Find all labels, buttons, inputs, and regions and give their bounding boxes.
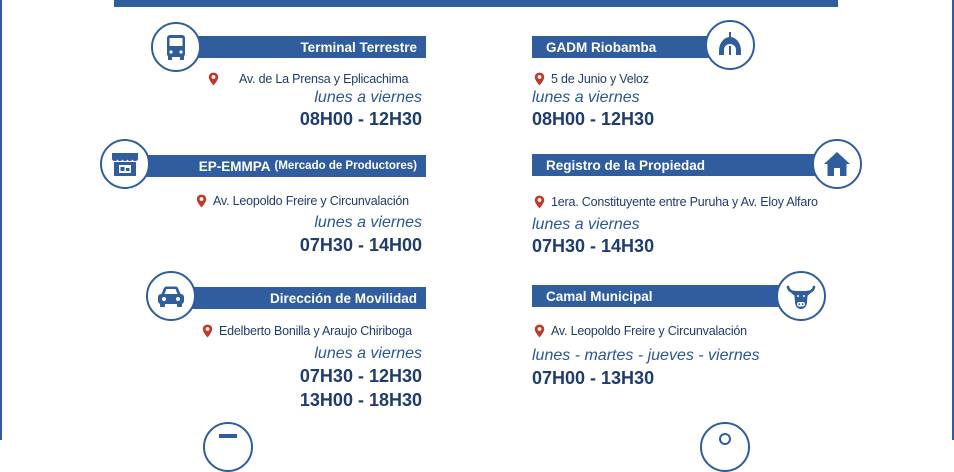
office-address xyxy=(208,72,408,86)
address-text: Av. de La Prensa y Eplicachima xyxy=(239,72,409,86)
address-text: 1era. Constituyente entre Puruha y Av. Eloy Alfaro xyxy=(551,195,818,209)
market-stall-icon xyxy=(100,139,150,189)
office-name-sub: (Mercado de Productores) xyxy=(274,160,417,172)
office-name-banner xyxy=(532,285,802,307)
office-address xyxy=(202,324,412,338)
office-days: lunes - martes - jueves - viernes xyxy=(532,347,760,364)
dome-building-icon xyxy=(705,20,755,70)
office-name-banner xyxy=(532,154,844,176)
address-text: Av. Leopoldo Freire y Circunvalación xyxy=(213,194,409,208)
office-name: Camal Municipal xyxy=(546,288,653,304)
document-icon xyxy=(203,422,253,472)
location-pin-icon xyxy=(534,72,545,86)
frame-left-border xyxy=(0,0,2,440)
location-pin-icon xyxy=(208,72,219,86)
header-bar xyxy=(114,0,838,7)
office-days: lunes a viernes xyxy=(532,216,640,233)
cow-icon xyxy=(776,271,826,321)
office-address xyxy=(534,72,649,86)
address-text: Edelberto Bonilla y Araujo Chiriboga xyxy=(219,324,412,338)
address-text: Av. Leopoldo Freire y Circunvalación xyxy=(551,324,747,338)
office-hours: 07H30 - 14H30 xyxy=(532,236,655,256)
office-name-banner xyxy=(176,287,426,309)
office-address xyxy=(534,324,747,338)
office-days: lunes a viernes xyxy=(314,345,422,362)
car-icon xyxy=(146,271,196,321)
office-name-banner xyxy=(126,155,426,177)
office-hours: 08H00 - 12H30 xyxy=(299,109,422,129)
office-days: lunes a viernes xyxy=(314,89,422,106)
office-name: GADM Riobamba xyxy=(546,39,657,55)
office-name: Terminal Terrestre xyxy=(300,39,417,55)
location-pin-icon xyxy=(202,324,213,338)
location-pin-icon xyxy=(196,194,207,208)
office-days: lunes a viernes xyxy=(532,89,640,106)
office-address xyxy=(196,194,409,208)
office-name: Registro de la Propiedad xyxy=(546,157,706,173)
office-hours: 08H00 - 12H30 xyxy=(532,109,655,129)
address-text: 5 de Junio y Veloz xyxy=(551,72,649,86)
office-hours: 07H00 - 13H30 xyxy=(532,368,655,388)
location-pin-icon xyxy=(534,324,545,338)
office-hours: 07H30 - 14H00 xyxy=(299,235,422,255)
office-address xyxy=(534,195,818,209)
office-name: EP-EMMPA xyxy=(198,158,271,174)
house-icon xyxy=(812,139,862,189)
office-days: lunes a viernes xyxy=(314,214,422,231)
office-name: Dirección de Movilidad xyxy=(269,290,417,306)
office-hours: 07H30 - 12H30 xyxy=(299,366,422,386)
office-hours-second: 13H00 - 18H30 xyxy=(299,390,422,410)
clock-icon xyxy=(700,422,750,472)
bus-icon xyxy=(151,22,201,72)
office-name-banner xyxy=(176,36,426,58)
location-pin-icon xyxy=(534,195,545,209)
